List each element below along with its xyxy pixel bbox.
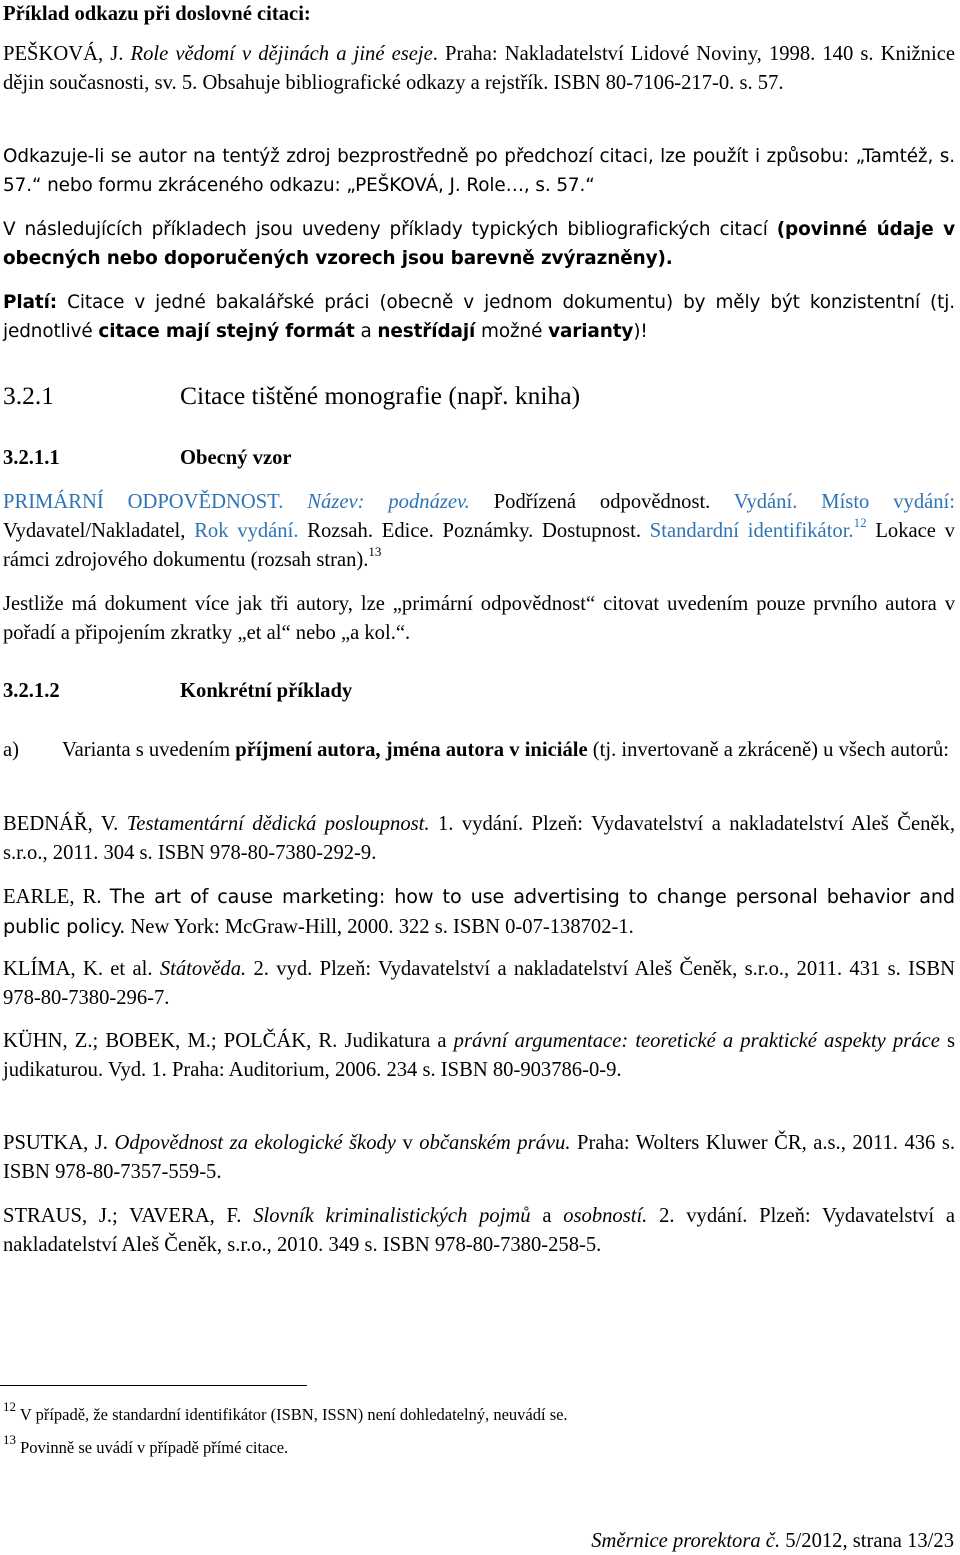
pattern-year: Rok vydání. <box>194 520 299 542</box>
reference-author: PSUTKA, J. <box>3 1132 108 1154</box>
rule-bold-3: varianty <box>548 321 634 342</box>
example-rest: . Praha: Nakladatelství Lidové Noviny, 1998. 140 s. Knižnice dějin současnosti, sv. 5. Obsahuje bibliografické odkazy a rejstřík. ISBN 80-7106-217-0. s. 57. <box>3 43 955 94</box>
footer-directive: Směrnice prorektora č. <box>591 1530 781 1552</box>
subsection-examples-number: 3.2.1.2 <box>3 680 60 702</box>
footnote-separator <box>0 1385 307 1386</box>
reference-author: KLÍMA, K. et al. <box>3 958 153 980</box>
reference-kuhn <box>3 1027 955 1085</box>
variant-a-bold: příjmení autora, jména autora v iniciále <box>235 739 588 761</box>
reference-author: KÜHN, Z.; BOBEK, M.; POLČÁK, R. <box>3 1030 338 1052</box>
variant-a-text-2: (tj. invertovaně a zkráceně) u všech autorů: <box>587 739 949 761</box>
pattern-title: Název: podnázev. <box>307 491 470 513</box>
reference-author: BEDNÁŘ, V. <box>3 813 119 835</box>
variant-a-text <box>62 736 954 765</box>
page-footer <box>591 1529 954 1553</box>
footnote-13 <box>3 1431 289 1459</box>
subsection-general-heading <box>3 444 292 473</box>
variant-a-text-1: Varianta s uvedením <box>62 739 236 761</box>
pattern-subordinate-responsibility: Podřízená odpovědnost. <box>493 491 711 513</box>
reference-title: právní argumentace: teoretické a praktické aspekty práce <box>453 1030 940 1052</box>
reference-bednar <box>3 810 955 868</box>
reference-details: 2. vydání. Plzeň: Vydavatelství a nakladatelství Aleš Čeněk, s.r.o., 2010. 349 s. ISBN 978-80-7380-258-5. <box>3 1205 955 1256</box>
reference-author: EARLE, R. <box>3 886 102 908</box>
reference-details: New York: McGraw-Hill, 2000. 322 s. ISBN 0-07-138702-1. <box>130 916 634 938</box>
example-citation <box>3 40 955 98</box>
reference-title: Testamentární dědická posloupnost. <box>126 813 430 835</box>
section-number: 3.2.1 <box>3 381 54 410</box>
subsection-general-number: 3.2.1.1 <box>3 447 60 469</box>
more-authors-note: Jestliže má dokument více jak tři autory, lze „primární odpovědnost“ citovat uvedením pouze prvního autora v pořadí a připojením zkratky „et al“ nebo „a kol.“. <box>3 593 955 644</box>
footer-page-number: 5/2012, strana 13/23 <box>780 1530 954 1552</box>
pattern-edition: Vydání. <box>733 491 798 513</box>
footnote-ref-12[interactable]: 12 <box>853 515 867 531</box>
reference-details: 1. vydání. Plzeň: Vydavatelství a nakladatelství Aleš Čeněk, s.r.o., 2011. 304 s. ISBN 978-80-7380-292-9. <box>3 813 955 864</box>
reference-title-2: osobností. <box>563 1205 648 1227</box>
footnote-12 <box>3 1398 568 1426</box>
section-title: Citace tištěné monografie (např. kniha) <box>180 381 581 410</box>
rule-bold-2: nestřídají <box>377 321 476 342</box>
pattern-place: Místo vydání: <box>821 491 955 513</box>
rule-text-1: Citace v jedné bakalářské práci (obecně v jednom dokumentu) by měly být konzistentní (tj. jednotlivé <box>3 292 955 342</box>
subsection-examples-title: Konkrétní příklady <box>180 680 353 702</box>
footnote-ref-13[interactable]: 13 <box>368 544 382 560</box>
reference-klima <box>3 955 955 1013</box>
reference-earle <box>3 882 955 942</box>
rule-text-3: možné <box>475 321 549 342</box>
reference-title: The art of cause marketing: how to use advertising to change personal behavior and public policy. <box>3 885 955 938</box>
reference-title: Slovník kriminalistických pojmů <box>253 1205 531 1227</box>
rule-bold-1: citace mají stejný formát <box>98 321 355 342</box>
following-examples-bold: (povinné údaje v obecných nebo doporučených vzorech jsou barevně zvýrazněny). <box>3 219 955 269</box>
reference-title: Odpovědnost za ekologické škody <box>114 1132 396 1154</box>
reference-text: v <box>395 1132 420 1154</box>
reference-details: 2. vyd. Plzeň: Vydavatelství a nakladatelství Aleš Čeněk, s.r.o., 2011. 431 s. ISBN 978-80-7380-296-7. <box>3 958 956 1009</box>
example-author: PEŠKOVÁ, J. <box>3 43 124 65</box>
pattern-location: Lokace v rámci zdrojového dokumentu (rozsah stran). <box>3 520 955 571</box>
reference-author: STRAUS, J.; VAVERA, F. <box>3 1205 242 1227</box>
reference-straus <box>3 1202 955 1260</box>
repeat-note: Odkazuje-li se autor na tentýž zdroj bezprostředně po předchozí citaci, lze použít i způsobu: „Tamtéž, s. 57.“ nebo formu zkráceného odkazu: „PEŠKOVÁ, J. Role…, s. 57.“ <box>3 146 955 196</box>
reference-text: Judikatura a <box>344 1030 454 1052</box>
following-examples-text: V následujících příkladech jsou uvedeny příklady typických bibliografických citací <box>3 219 777 240</box>
rule-label: Platí: <box>3 292 58 313</box>
subsection-general-title: Obecný vzor <box>180 447 292 469</box>
reference-details: Vyd. 1. Praha: Auditorium, 2006. 234 s. ISBN 80-903786-0-9. <box>103 1059 622 1081</box>
reference-text: a <box>530 1205 564 1227</box>
footnote-number: 13 <box>3 1431 16 1447</box>
subsection-examples-heading <box>3 677 352 706</box>
footnote-number: 12 <box>3 1398 16 1414</box>
reference-details: Praha: Wolters Kluwer ČR, a.s., 2011. 436 s. ISBN 978-80-7357-559-5. <box>3 1132 956 1183</box>
variant-a-marker: a) <box>3 739 19 761</box>
reference-title-2: občanském právu. <box>419 1132 571 1154</box>
rule-text-2: a <box>354 321 378 342</box>
reference-title: Státověda. <box>159 958 247 980</box>
footnote-text: Povinně se uvádí v případě přímé citace. <box>20 1438 289 1457</box>
pattern-extent: Rozsah. Edice. Poznámky. Dostupnost. <box>307 520 642 542</box>
intro-heading: Příklad odkazu při doslovné citaci: <box>3 3 311 25</box>
consistency-rule <box>3 288 955 346</box>
pattern-publisher: Vydavatel/Nakladatel, <box>3 520 186 542</box>
following-examples-note <box>3 215 955 273</box>
general-pattern <box>3 488 955 575</box>
example-title: Role vědomí v dějinách a jiné eseje <box>130 43 433 65</box>
pattern-primary-responsibility: PRIMÁRNÍ ODPOVĚDNOST. <box>3 491 284 513</box>
footnote-text: V případě, že standardní identifikátor (ISBN, ISSN) není dohledatelný, neuvádí se. <box>19 1405 568 1424</box>
rule-text-4: )! <box>633 321 648 342</box>
reference-psutka <box>3 1129 955 1187</box>
reference-text: s judikaturou. <box>3 1030 955 1081</box>
section-heading <box>3 381 580 411</box>
pattern-identifier: Standardní identifikátor. <box>649 520 854 542</box>
